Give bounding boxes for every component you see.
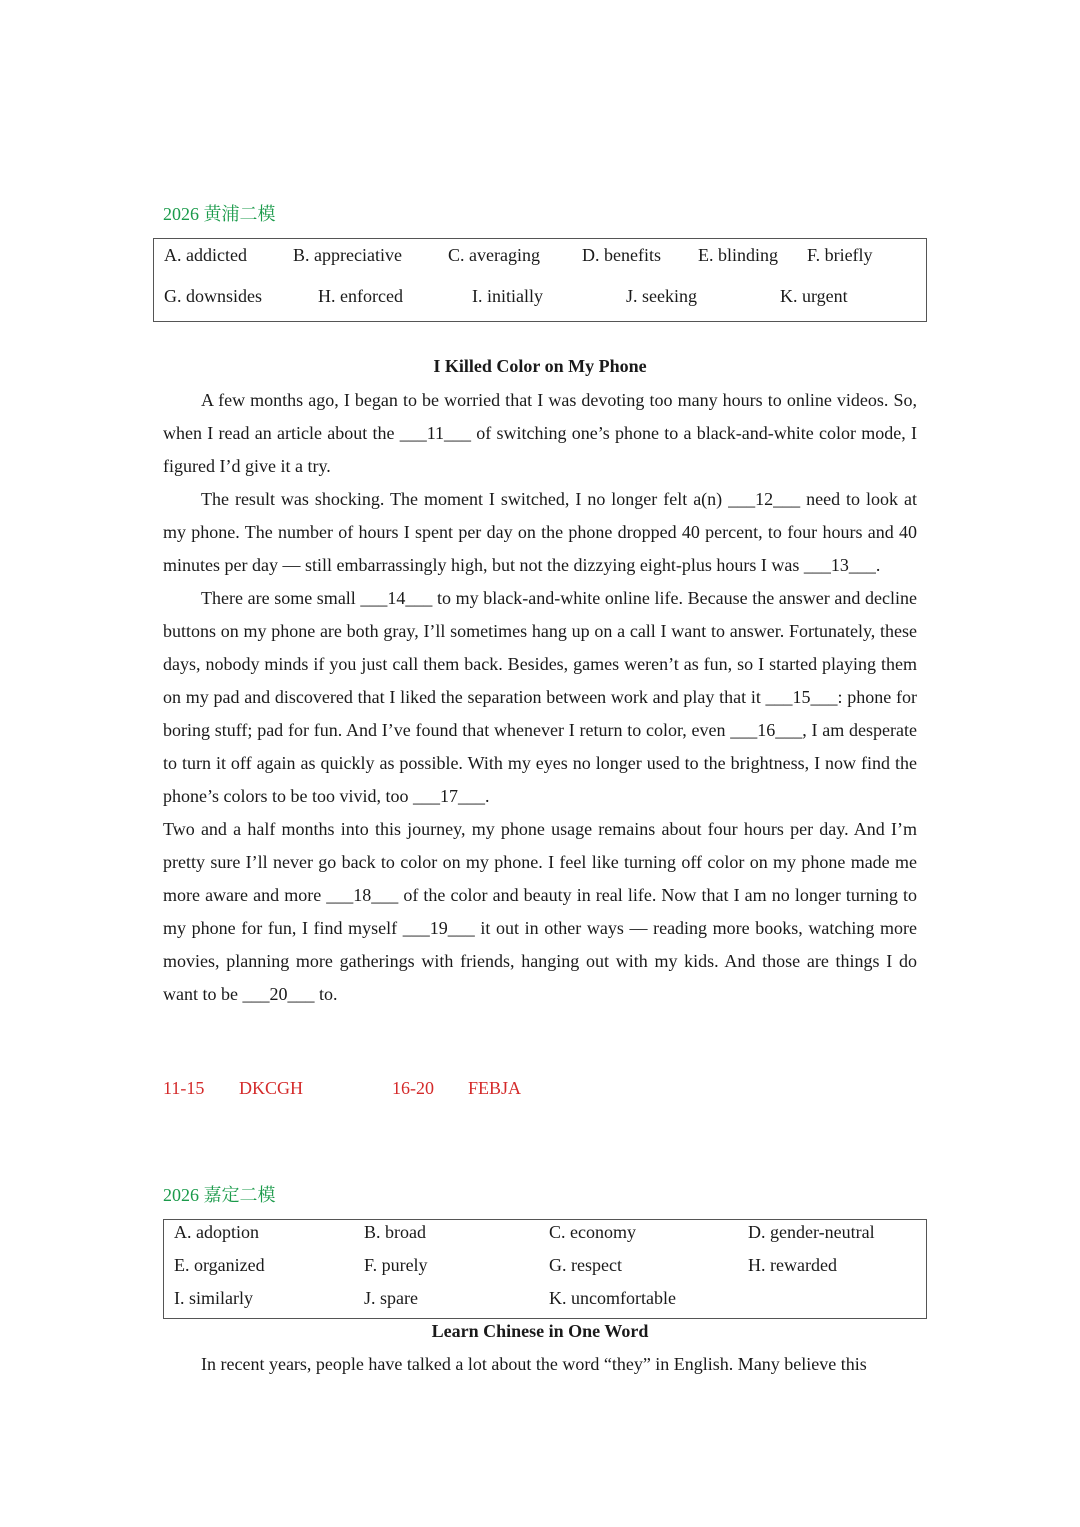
word-option: J. seeking	[626, 286, 697, 306]
paragraph: In recent years, people have talked a lot about the word “they” in English. Many believe this	[201, 1354, 867, 1374]
word-option: F. briefly	[807, 245, 873, 265]
word-option: I. similarly	[174, 1288, 253, 1308]
word-option: G. downsides	[164, 286, 262, 306]
word-option: A. addicted	[164, 245, 247, 265]
word-option: H. rewarded	[748, 1255, 837, 1275]
word-option: I. initially	[472, 286, 543, 306]
word-option: A. adoption	[174, 1222, 259, 1242]
answer-range: 16-20	[392, 1078, 434, 1098]
word-option: J. spare	[364, 1288, 418, 1308]
word-option: K. uncomfortable	[549, 1288, 676, 1308]
passage	[163, 384, 917, 1011]
word-option: D. gender-neutral	[748, 1222, 875, 1242]
word-option: E. blinding	[698, 245, 778, 265]
answer-key: FEBJA	[468, 1078, 522, 1098]
article-title: I Killed Color on My Phone	[433, 356, 647, 376]
word-option: C. averaging	[448, 245, 540, 265]
word-option: K. urgent	[780, 286, 848, 306]
paragraph: The result was shocking. The moment I switched, I no longer felt a(n) ___12___ need to look at my phone. The number of hours I spent per day on the phone dropped 40 percent, to four hours and 40 minutes per day — still embarrassingly high, but not the dizzying eight-plus hours I was ___13___.	[163, 489, 917, 575]
word-option: G. respect	[549, 1255, 622, 1275]
paragraph: Two and a half months into this journey, my phone usage remains about four hours per day. And I’m pretty sure I’ll never go back to color on my phone. I feel like turning off color on my phone made me more aware and more ___18___ of the color and beauty in real life. Now that I am no longer turning to my phone for fun, I find myself ___19___ it out in other ways — reading more books, watching more movies, planning more gatherings with friends, hanging out with my kids. And those are things I do want to be ___20___ to.	[163, 819, 917, 1004]
article-title: Learn Chinese in One Word	[431, 1321, 649, 1341]
section-heading: 2026 嘉定二模	[163, 1185, 276, 1205]
word-option: E. organized	[174, 1255, 265, 1275]
answer-key: DKCGH	[239, 1078, 304, 1098]
word-option: C. economy	[549, 1222, 636, 1242]
passage	[163, 1348, 917, 1381]
word-option: D. benefits	[582, 245, 661, 265]
section-heading: 2026 黄浦二模	[163, 204, 276, 224]
word-option: B. broad	[364, 1222, 426, 1242]
word-option: B. appreciative	[293, 245, 402, 265]
answer-range: 11-15	[163, 1078, 205, 1098]
word-bank-box	[163, 1219, 927, 1319]
word-bank-box	[153, 238, 927, 322]
word-option: H. enforced	[318, 286, 403, 306]
paragraph: A few months ago, I began to be worried that I was devoting too many hours to online videos. So, when I read an article about the ___11___ of switching one’s phone to a black-and-white color mode, I figured I’d give it a try.	[163, 390, 917, 476]
word-option: F. purely	[364, 1255, 428, 1275]
paragraph: There are some small ___14___ to my black-and-white online life. Because the answer and decline buttons on my phone are both gray, I’ll sometimes hang up on a call I want to answer. Fortunately, these days, nobody minds if you just call them back. Besides, games weren’t as fun, so I started playing them on my pad and discovered that I liked the separation between work and play that it ___15___: phone for boring stuff; pad for fun. And I’ve found that whenever I return to color, even ___16___, I am desperate to turn it off again as quickly as possible. With my eyes no longer used to the brightness, I now find the phone’s colors to be too vivid, too ___17___.	[163, 588, 917, 806]
